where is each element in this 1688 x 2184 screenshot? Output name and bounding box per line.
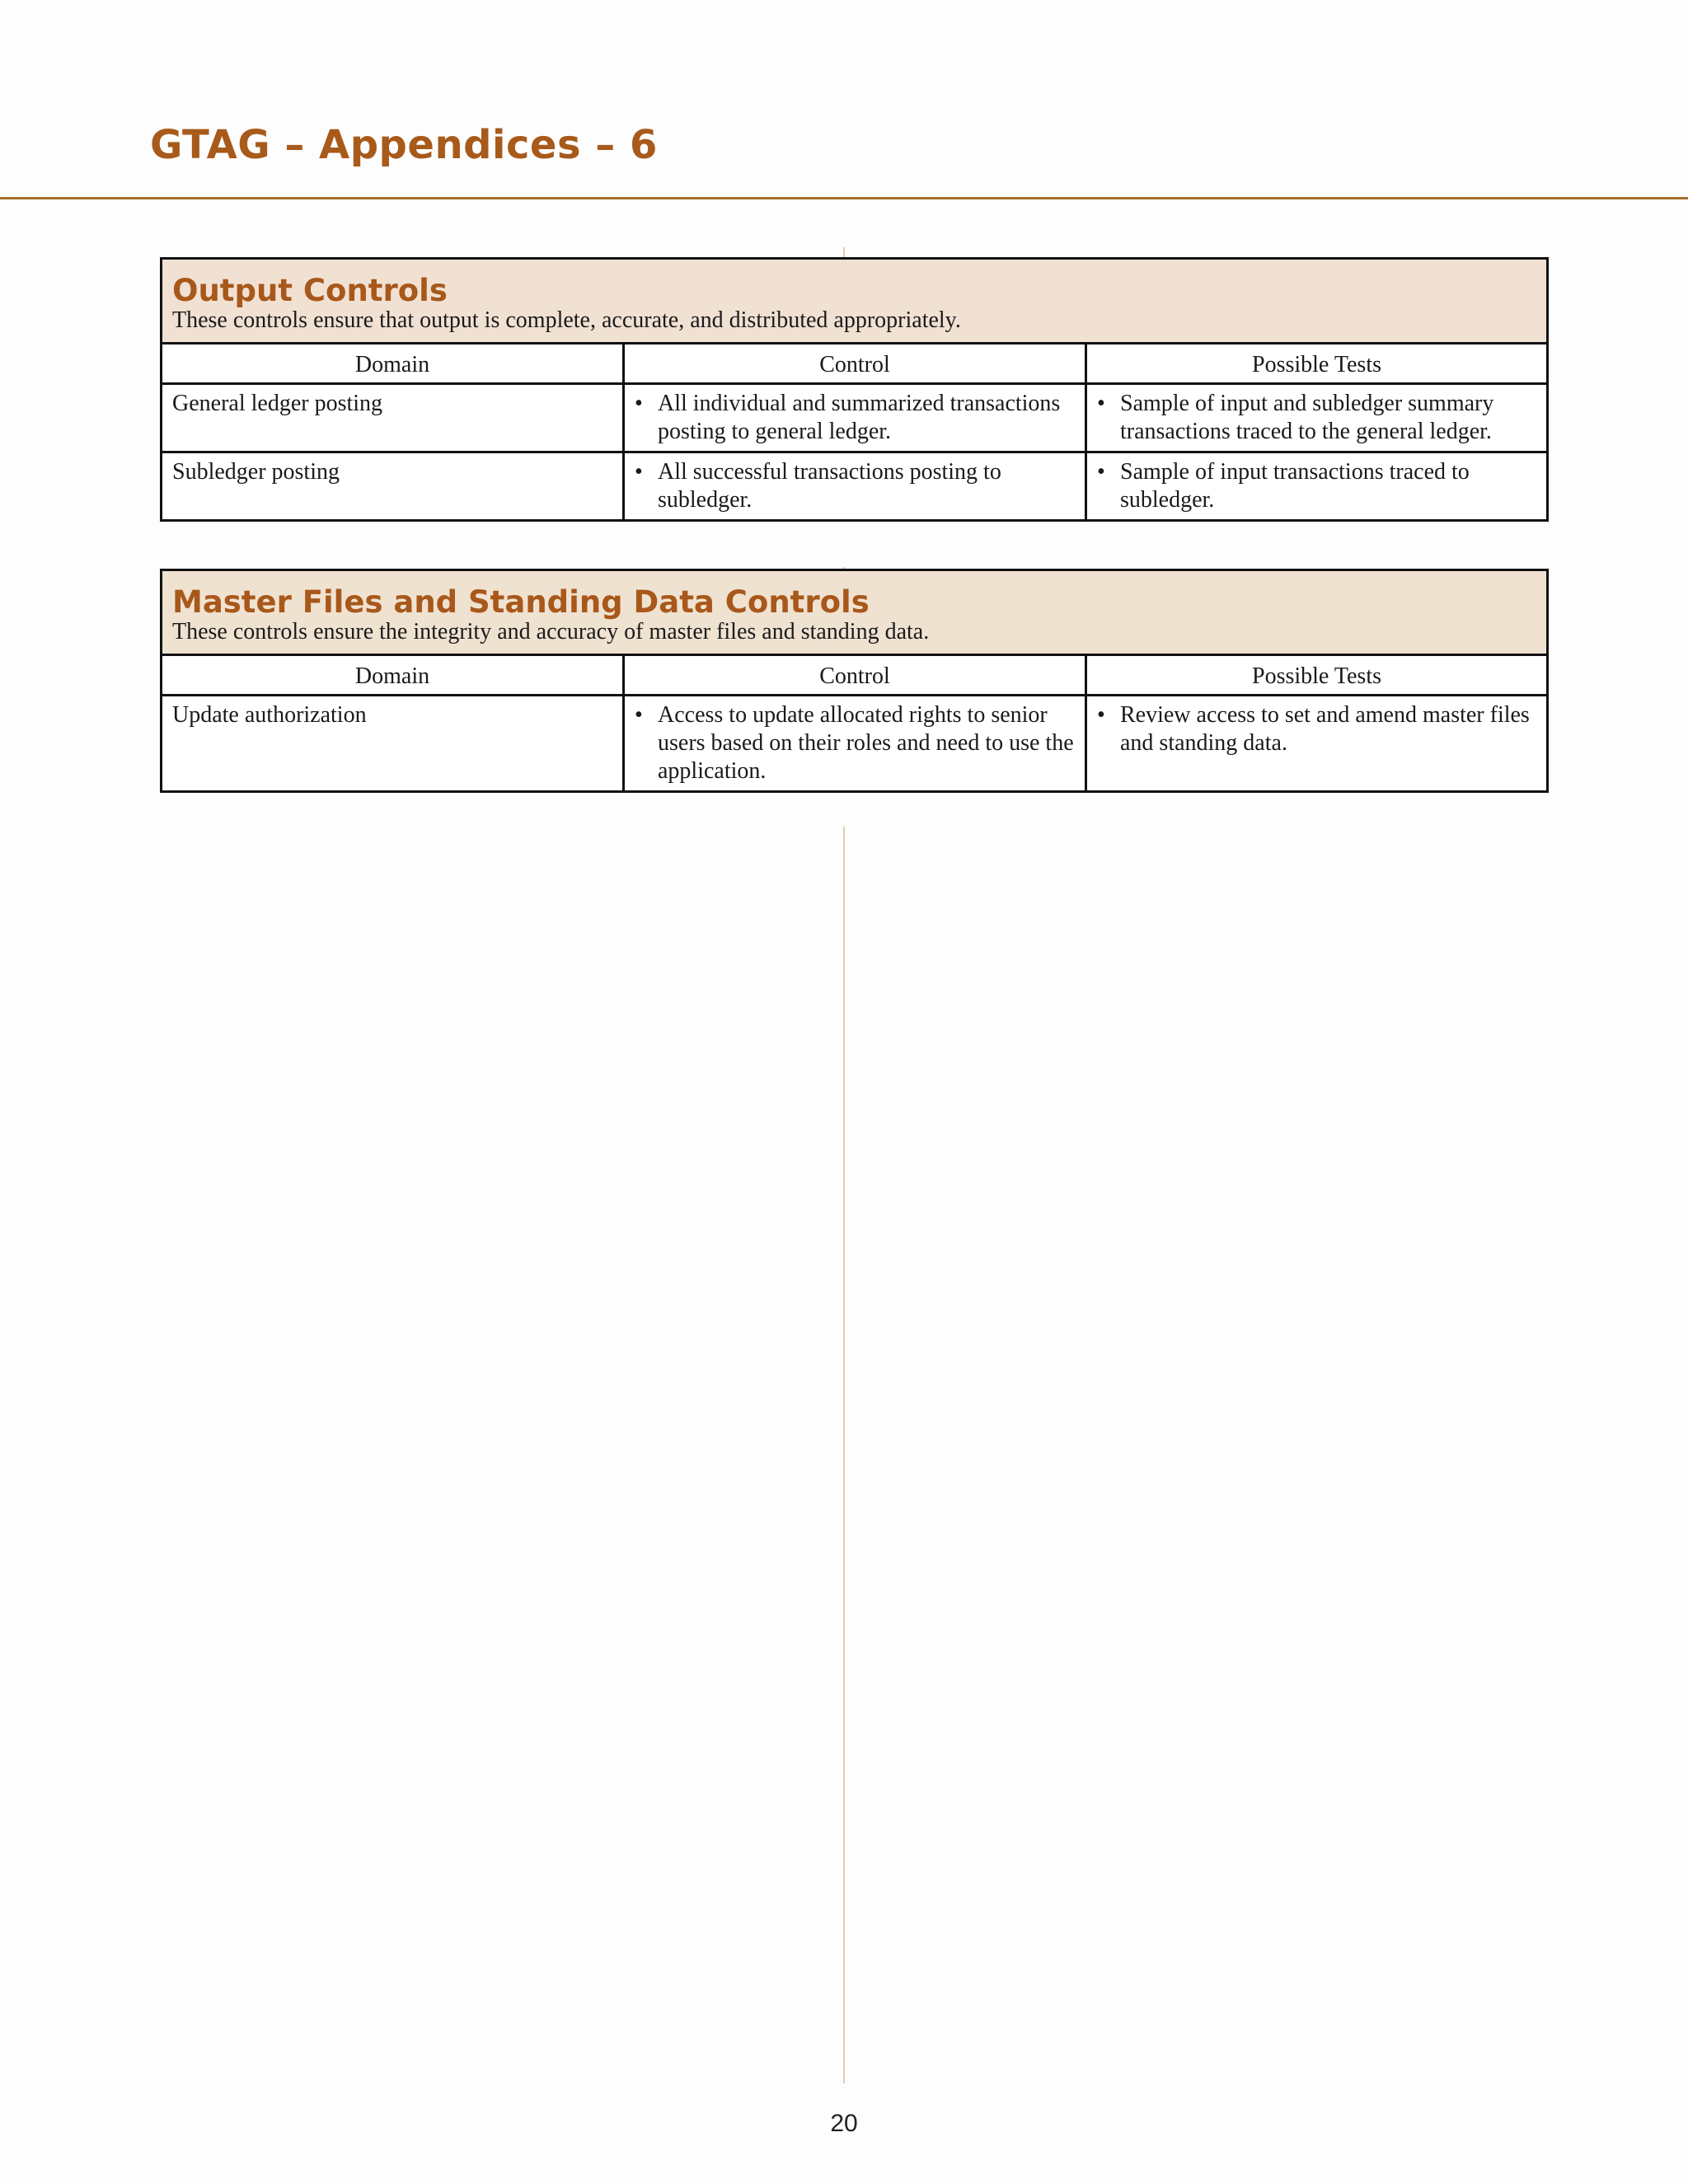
possible-tests-cell	[1087, 696, 1546, 790]
control-cell	[625, 696, 1087, 790]
domain-cell: General ledger posting	[162, 385, 625, 451]
column-header-domain: Domain	[162, 656, 625, 694]
table-description: These controls ensure the integrity and accuracy of master files and standing data.	[172, 619, 930, 644]
column-header-possible-tests: Possible Tests	[1252, 663, 1381, 689]
domain-cell: Update authorization	[162, 696, 625, 790]
list-item	[635, 701, 1075, 785]
possible-tests-cell	[1087, 385, 1546, 451]
table-row	[162, 696, 1546, 790]
list-item	[635, 458, 1075, 514]
table-row	[162, 385, 1546, 453]
domain-cell: Subledger posting	[162, 453, 625, 519]
table-row	[162, 453, 1546, 519]
possible-tests-text: Sample of input and subledger summary transactions traced to the general ledger.	[1120, 391, 1494, 444]
list-item	[1097, 458, 1536, 514]
bullet-icon: •	[1097, 391, 1105, 416]
table-title: Output Controls	[172, 273, 448, 308]
control-text: All individual and summarized transactions posting to general ledger.	[658, 391, 1061, 444]
column-header-control: Control	[625, 344, 1087, 382]
page-number: 20	[830, 2110, 858, 2137]
column-header-possible-tests: Possible Tests	[1252, 352, 1381, 377]
bullet-icon: •	[1097, 702, 1105, 728]
possible-tests-cell	[1087, 453, 1546, 519]
column-header-control: Control	[625, 656, 1087, 694]
output-controls-table	[160, 257, 1549, 522]
list-item	[635, 390, 1075, 446]
control-text: All successful transactions posting to subledger.	[658, 459, 1001, 513]
column-header-domain: Domain	[162, 344, 625, 382]
table-description: These controls ensure that output is complete, accurate, and distributed appropriately.	[172, 307, 961, 333]
list-item	[1097, 701, 1536, 757]
header-rule	[0, 197, 1688, 199]
table-header	[162, 260, 1546, 344]
column-header-row	[162, 344, 1546, 385]
table-title: Master Files and Standing Data Controls	[172, 584, 870, 620]
bullet-icon: •	[1097, 459, 1105, 485]
column-header-row	[162, 656, 1546, 696]
bullet-icon: •	[635, 702, 643, 728]
control-text: Access to update allocated rights to senior users based on their roles and need to use the application.	[658, 702, 1074, 784]
bullet-icon: •	[635, 459, 643, 485]
list-item	[1097, 390, 1536, 446]
control-cell	[625, 453, 1087, 519]
column-divider	[843, 827, 845, 2083]
possible-tests-text: Sample of input transactions traced to subledger.	[1120, 459, 1470, 513]
possible-tests-text: Review access to set and amend master files and standing data.	[1120, 702, 1530, 756]
page-header: GTAG – Appendices – 6	[150, 122, 658, 168]
control-cell	[625, 385, 1087, 451]
master-files-controls-table	[160, 569, 1549, 793]
table-header	[162, 571, 1546, 656]
bullet-icon: •	[635, 391, 643, 416]
